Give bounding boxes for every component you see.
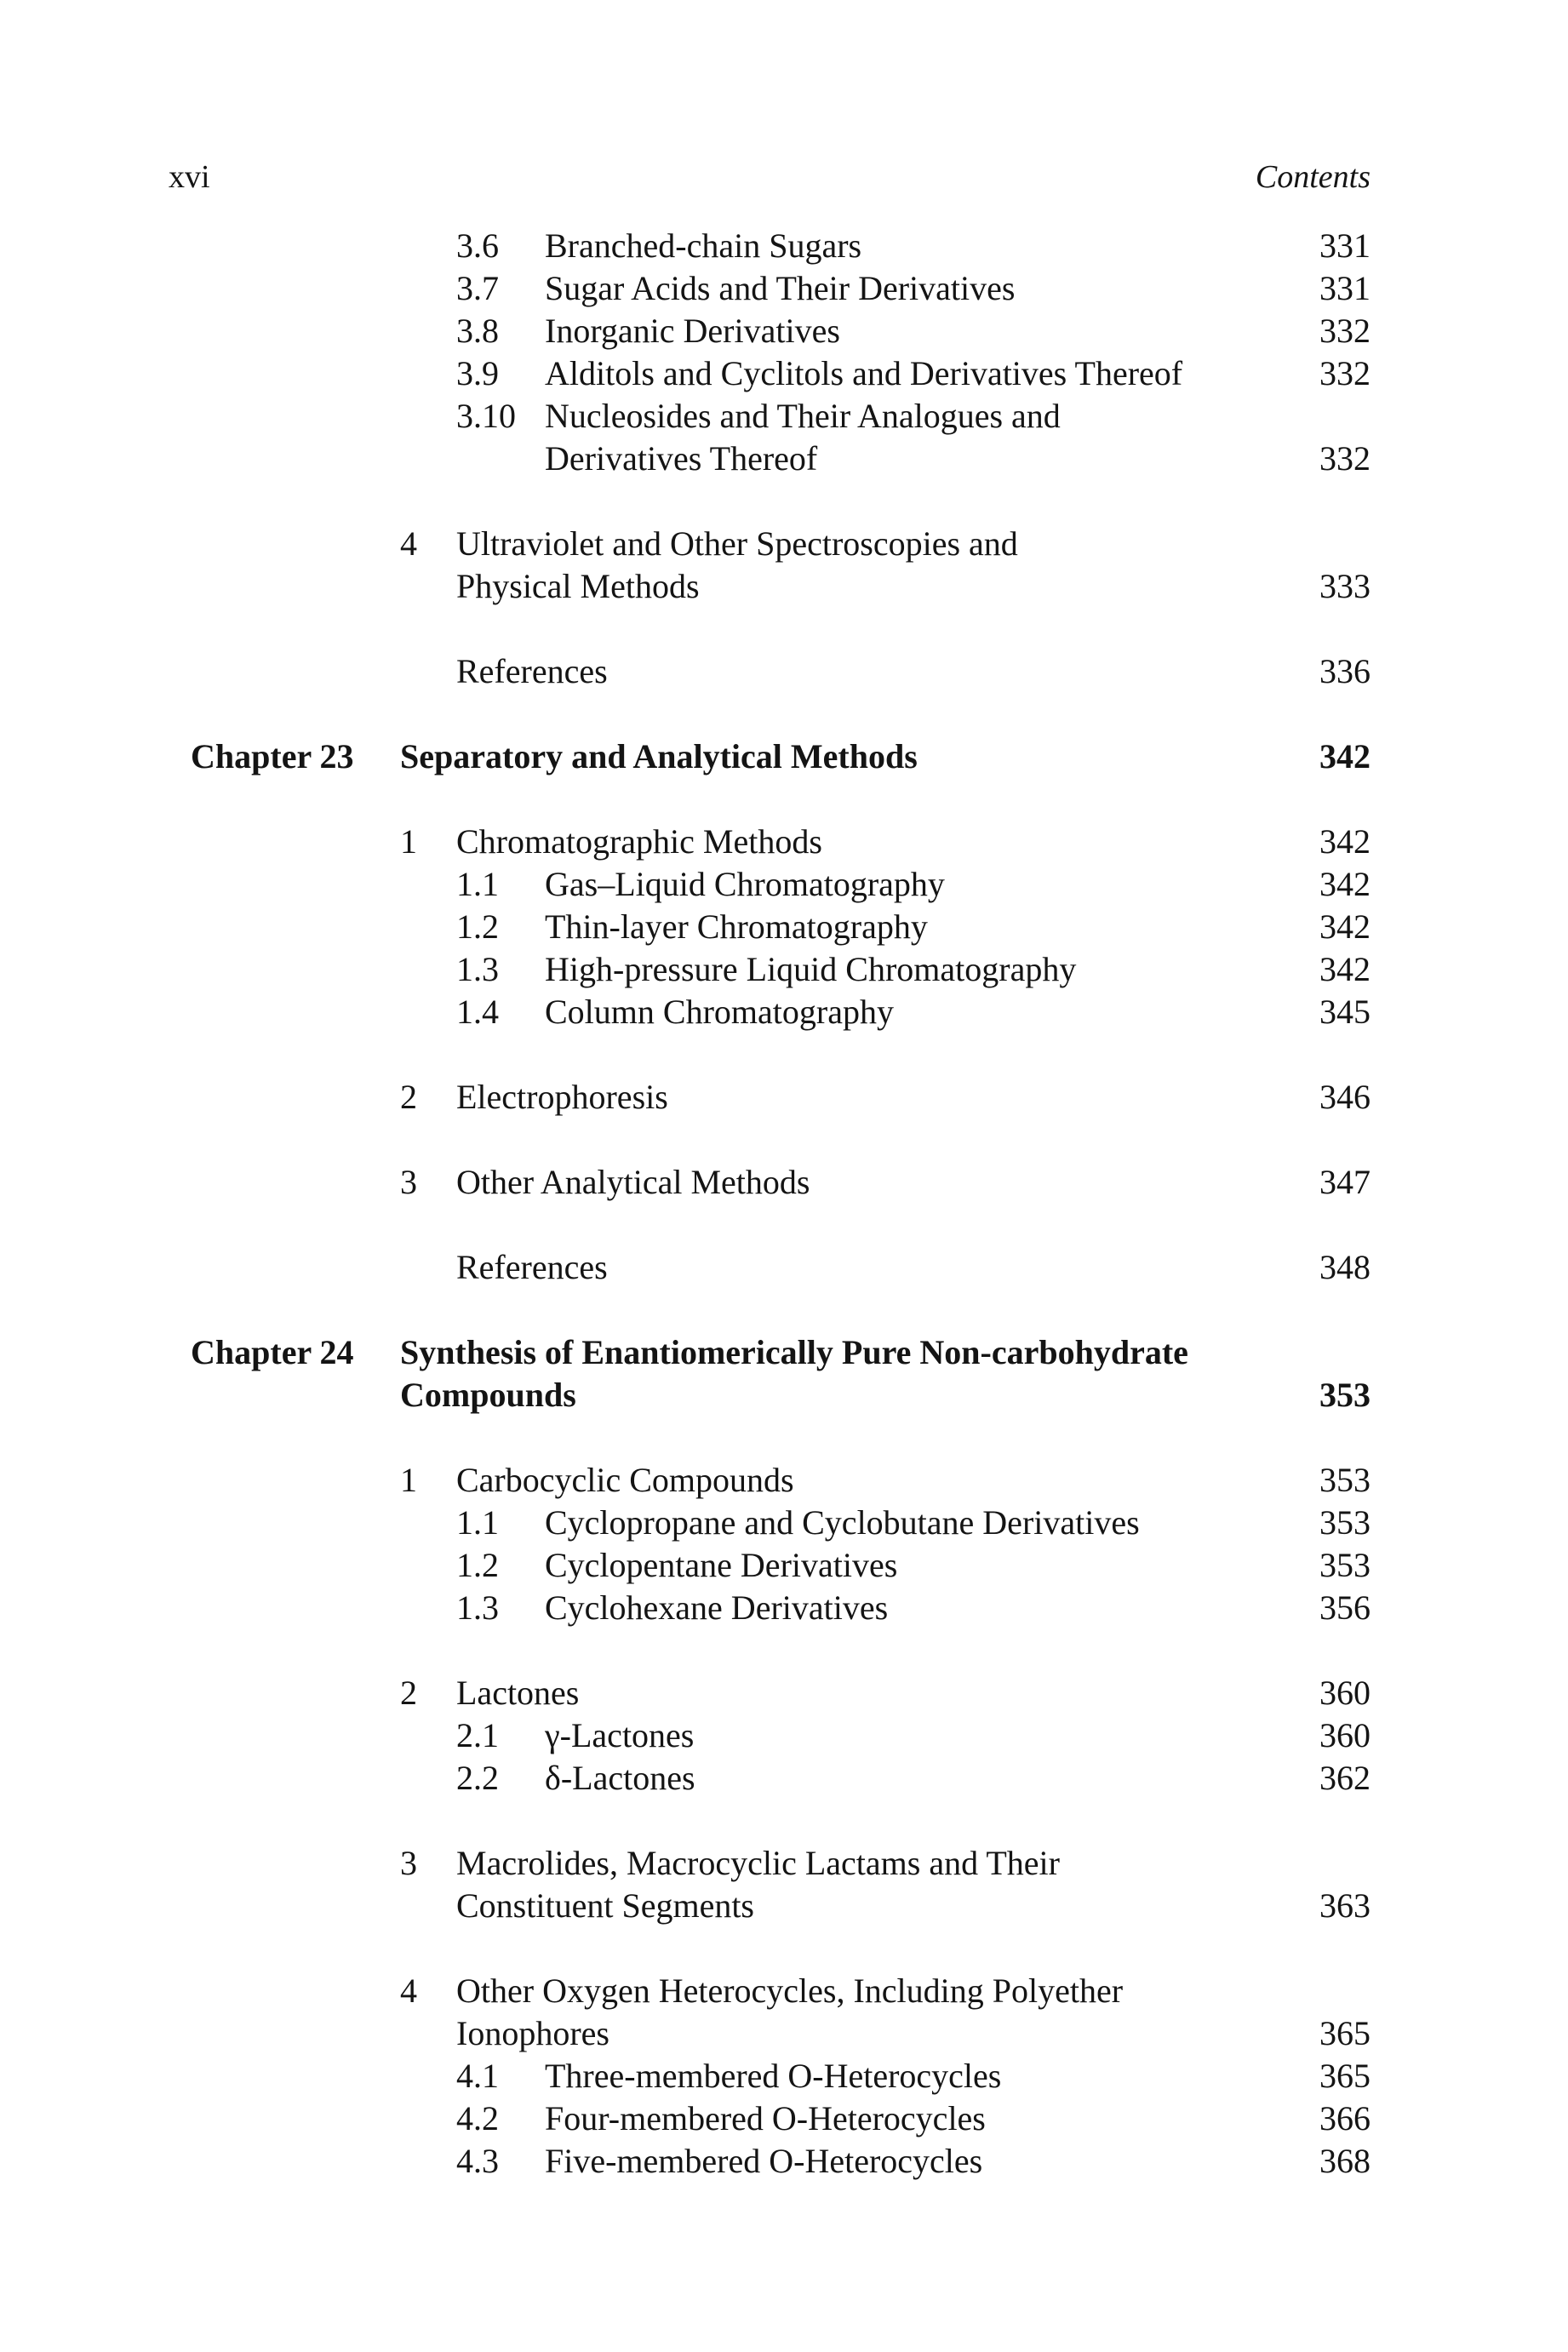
toc-entry-page: 342: [1319, 737, 1371, 775]
toc-entry: [0, 906, 1568, 948]
toc-chapter-entry: [0, 1331, 1568, 1374]
toc-entry-page: 368: [1319, 2142, 1371, 2180]
toc-entry: [0, 267, 1568, 310]
toc-entry-page: 362: [1319, 1759, 1371, 1797]
toc-entry: [0, 2140, 1568, 2183]
toc-entry-number: 4: [400, 524, 417, 563]
toc-entry-page: 365: [1319, 2014, 1371, 2052]
toc-entry: [0, 438, 1568, 480]
toc-entry: [0, 650, 1568, 693]
toc-entry: [0, 1459, 1568, 1502]
toc-entry: [0, 1885, 1568, 1927]
toc-entry-title: Ionophores: [456, 2014, 609, 2052]
toc-entry-title: Three-membered O-Heterocycles: [545, 2057, 1002, 2095]
toc-entry-page: 342: [1319, 950, 1371, 988]
toc-entry-number: 1.2: [456, 1546, 499, 1584]
toc-entry: [0, 395, 1568, 438]
toc-entry-page: 353: [1319, 1503, 1371, 1542]
toc-spacer: [0, 1629, 1568, 1672]
toc-entry: [0, 863, 1568, 906]
toc-entry-page: 353: [1319, 1546, 1371, 1584]
toc-entry-page: 346: [1319, 1078, 1371, 1116]
toc-entry-number: 1.4: [456, 993, 499, 1031]
toc-entry-page: 356: [1319, 1588, 1371, 1627]
toc-entry: [0, 2055, 1568, 2097]
toc-entry-title: γ-Lactones: [545, 1716, 695, 1754]
toc-entry-page: 353: [1319, 1376, 1371, 1414]
toc-entry: [0, 1672, 1568, 1714]
toc-entry-number: 2.2: [456, 1759, 499, 1797]
toc-entry-number: 3: [400, 1163, 417, 1201]
toc-entry: [0, 565, 1568, 608]
page-number: xvi: [169, 159, 210, 195]
toc-entry: [0, 1587, 1568, 1629]
toc-entry-number: Chapter 24: [191, 1333, 354, 1371]
toc-entry-title: Thin-layer Chromatography: [545, 907, 928, 946]
toc-entry: [0, 2012, 1568, 2055]
toc-entry-title: Cyclopropane and Cyclobutane Derivatives: [545, 1503, 1140, 1542]
toc-entry-title: Physical Methods: [456, 567, 700, 605]
toc-entry-page: 347: [1319, 1163, 1371, 1201]
toc-entry-number: 1.1: [456, 865, 499, 903]
toc-entry-title: Synthesis of Enantiomerically Pure Non-carbohydrate: [400, 1333, 1188, 1371]
toc-entry-number: 2: [400, 1078, 417, 1116]
toc-entry-page: 360: [1319, 1716, 1371, 1754]
toc-entry: [0, 821, 1568, 863]
toc-entry-page: 331: [1319, 226, 1371, 265]
toc-entry-title: Carbocyclic Compounds: [456, 1461, 794, 1499]
toc-chapter-entry: [0, 735, 1568, 778]
toc-entry-number: 1.3: [456, 950, 499, 988]
toc-entry-page: 333: [1319, 567, 1371, 605]
toc-entry-page: 353: [1319, 1461, 1371, 1499]
toc-entry-number: 1.1: [456, 1503, 499, 1542]
toc-spacer: [0, 1927, 1568, 1970]
toc-entry-title: Other Oxygen Heterocycles, Including Polyether: [456, 1971, 1124, 2010]
toc-entry-title: Cyclohexane Derivatives: [545, 1588, 889, 1627]
toc-entry: [0, 1544, 1568, 1587]
toc-entry-page: 348: [1319, 1248, 1371, 1286]
toc-entry-title: References: [456, 652, 608, 690]
toc-entry-page: 342: [1319, 907, 1371, 946]
toc-entry-title: Gas–Liquid Chromatography: [545, 865, 945, 903]
toc-entry-number: 2.1: [456, 1716, 499, 1754]
toc-entry-title: High-pressure Liquid Chromatography: [545, 950, 1077, 988]
toc-entry: [0, 1161, 1568, 1204]
toc-spacer: [0, 1800, 1568, 1842]
running-head: Contents: [1255, 159, 1371, 195]
toc-spacer: [0, 1119, 1568, 1161]
toc-entry-title: Derivatives Thereof: [545, 439, 818, 478]
toc-entry: [0, 1757, 1568, 1800]
toc-entry-title: Four-membered O-Heterocycles: [545, 2099, 986, 2137]
toc-entry: [0, 1842, 1568, 1885]
toc-entry-title: Ultraviolet and Other Spectroscopies and: [456, 524, 1018, 563]
toc-spacer: [0, 693, 1568, 735]
toc-entry-number: 3.10: [456, 397, 516, 435]
toc-entry-page: 366: [1319, 2099, 1371, 2137]
toc-entry: [0, 1076, 1568, 1119]
toc-entry-number: 1.3: [456, 1588, 499, 1627]
toc-spacer: [0, 608, 1568, 650]
toc-entry: [0, 2097, 1568, 2140]
toc-entry-title: Branched-chain Sugars: [545, 226, 862, 265]
toc-spacer: [0, 1416, 1568, 1459]
toc-entry-number: 4.2: [456, 2099, 499, 2137]
toc-entry-number: 3.7: [456, 269, 499, 307]
table-of-contents: [0, 225, 1568, 2183]
toc-entry-number: 1.2: [456, 907, 499, 946]
toc-entry: [0, 948, 1568, 991]
toc-entry-title: Inorganic Derivatives: [545, 312, 840, 350]
toc-entry: [0, 1714, 1568, 1757]
toc-spacer: [0, 480, 1568, 523]
toc-spacer: [0, 1289, 1568, 1331]
toc-entry-title: Lactones: [456, 1674, 580, 1712]
toc-entry-title: Alditols and Cyclitols and Derivatives Thereof: [545, 354, 1183, 392]
toc-entry-number: 3.6: [456, 226, 499, 265]
toc-entry-page: 336: [1319, 652, 1371, 690]
toc-entry-title: Macrolides, Macrocyclic Lactams and Their: [456, 1844, 1060, 1882]
toc-entry-number: 3.9: [456, 354, 499, 392]
toc-chapter-entry: [0, 1374, 1568, 1416]
toc-entry-page: 342: [1319, 822, 1371, 861]
toc-entry-number: 4.3: [456, 2142, 499, 2180]
toc-entry-title: Separatory and Analytical Methods: [400, 737, 918, 775]
toc-entry-title: References: [456, 1248, 608, 1286]
toc-entry-page: 363: [1319, 1886, 1371, 1925]
toc-entry-title: Sugar Acids and Their Derivatives: [545, 269, 1016, 307]
toc-entry: [0, 991, 1568, 1033]
toc-entry-number: 3: [400, 1844, 417, 1882]
toc-entry-title: Nucleosides and Their Analogues and: [545, 397, 1061, 435]
toc-entry-title: Compounds: [400, 1376, 576, 1414]
toc-entry-title: Constituent Segments: [456, 1886, 754, 1925]
toc-entry-number: 4.1: [456, 2057, 499, 2095]
toc-entry: [0, 1502, 1568, 1544]
toc-entry-page: 342: [1319, 865, 1371, 903]
toc-entry-page: 365: [1319, 2057, 1371, 2095]
toc-entry-title: Column Chromatography: [545, 993, 894, 1031]
toc-entry-number: Chapter 23: [191, 737, 354, 775]
toc-spacer: [0, 778, 1568, 821]
toc-entry-page: 331: [1319, 269, 1371, 307]
toc-entry-number: 1: [400, 822, 417, 861]
toc-entry-number: 4: [400, 1971, 417, 2010]
toc-entry: [0, 523, 1568, 565]
toc-entry-title: Chromatographic Methods: [456, 822, 822, 861]
toc-entry-number: 1: [400, 1461, 417, 1499]
toc-entry-title: Cyclopentane Derivatives: [545, 1546, 898, 1584]
toc-entry-number: 2: [400, 1674, 417, 1712]
toc-entry-page: 345: [1319, 993, 1371, 1031]
toc-entry: [0, 352, 1568, 395]
toc-spacer: [0, 1033, 1568, 1076]
toc-entry: [0, 310, 1568, 352]
toc-entry-title: δ-Lactones: [545, 1759, 695, 1797]
toc-entry-title: Other Analytical Methods: [456, 1163, 810, 1201]
page-header: [0, 0, 1568, 221]
toc-entry-page: 332: [1319, 354, 1371, 392]
toc-entry: [0, 1246, 1568, 1289]
toc-entry: [0, 225, 1568, 267]
toc-entry-title: Electrophoresis: [456, 1078, 668, 1116]
toc-entry-title: Five-membered O-Heterocycles: [545, 2142, 983, 2180]
toc-entry-page: 332: [1319, 312, 1371, 350]
toc-entry: [0, 1970, 1568, 2012]
toc-entry-page: 332: [1319, 439, 1371, 478]
toc-entry-number: 3.8: [456, 312, 499, 350]
toc-entry-page: 360: [1319, 1674, 1371, 1712]
toc-spacer: [0, 1204, 1568, 1246]
